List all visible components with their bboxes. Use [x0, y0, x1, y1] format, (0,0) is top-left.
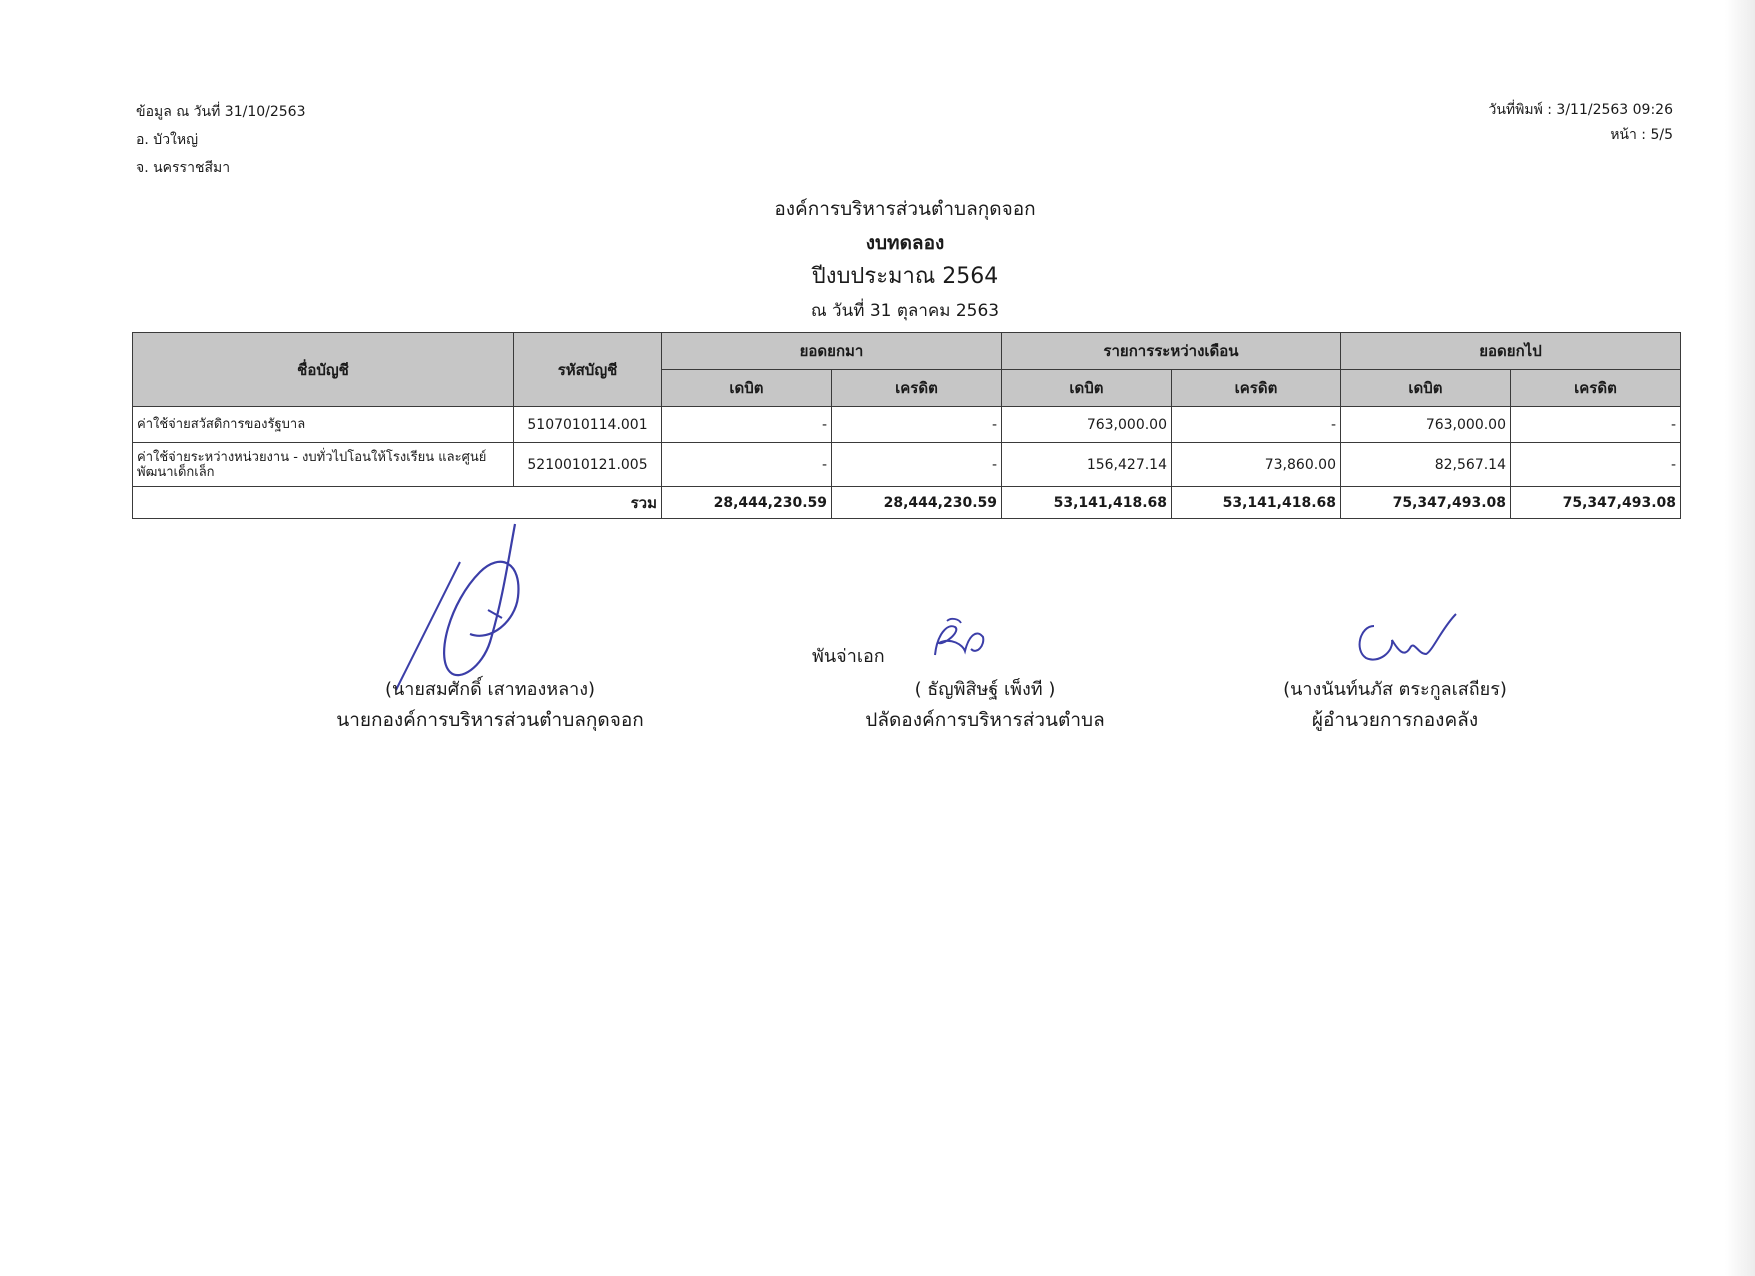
m-debit: 763,000.00 [1002, 407, 1172, 443]
fiscal-year: ปีงบประมาณ 2564 [811, 264, 999, 289]
signer-name: (นางนันท์นภัส ตระกูลเสถียร) [1283, 679, 1507, 700]
col-brought-forward: ยอดยกมา [662, 333, 1002, 370]
signer-name: (นายสมศักดิ์ เสาทองหลาง) [384, 679, 596, 700]
cf-debit: 82,567.14 [1341, 443, 1511, 487]
header-left [136, 98, 305, 182]
bf-debit: - [662, 407, 832, 443]
signer-position: ปลัดองค์การบริหารส่วนตำบล [865, 709, 1105, 731]
bf-credit: - [832, 443, 1002, 487]
total-cf-debit: 75,347,493.08 [1341, 487, 1511, 519]
signature-block-right [1195, 675, 1595, 735]
cf-credit: - [1511, 443, 1681, 487]
report-titles [0, 192, 1755, 328]
col-cf-credit: เครดิต [1511, 370, 1681, 407]
org-title: องค์การบริหารส่วนตำบลกุดจอก [774, 198, 1036, 220]
total-bf-debit: 28,444,230.59 [662, 487, 832, 519]
signature-block-middle [785, 675, 1185, 735]
m-credit: - [1172, 407, 1341, 443]
signature-scribble-left [390, 522, 530, 692]
account-name: ค่าใช้จ่ายสวัสดิการของรัฐบาล [133, 407, 514, 443]
total-m-credit: 53,141,418.68 [1172, 487, 1341, 519]
account-name: ค่าใช้จ่ายระหว่างหน่วยงาน - งบทั่วไปโอนให้โรงเรียน และศูนย์พัฒนาเด็กเล็ก [133, 443, 514, 487]
print-date: วันที่พิมพ์ : 3/11/2563 09:26 [1488, 102, 1673, 118]
header-right [1488, 98, 1673, 148]
col-m-debit: เดบิต [1002, 370, 1172, 407]
signature-scribble-right [1352, 610, 1462, 665]
cf-debit: 763,000.00 [1341, 407, 1511, 443]
total-m-debit: 53,141,418.68 [1002, 487, 1172, 519]
col-account-code: รหัสบัญชี [514, 333, 662, 407]
account-code: 5210010121.005 [514, 443, 662, 487]
signer-position: นายกองค์การบริหารส่วนตำบลกุดจอก [336, 709, 644, 731]
m-credit: 73,860.00 [1172, 443, 1341, 487]
m-debit: 156,427.14 [1002, 443, 1172, 487]
signature-scribble-middle [925, 615, 995, 665]
col-during-month: รายการระหว่างเดือน [1002, 333, 1341, 370]
col-account-name: ชื่อบัญชี [133, 333, 514, 407]
signer-rank: พันจ่าเอก [812, 646, 885, 667]
bf-credit: - [832, 407, 1002, 443]
col-carried-forward: ยอดยกไป [1341, 333, 1681, 370]
cf-credit: - [1511, 407, 1681, 443]
trial-balance-table [132, 332, 1681, 519]
total-cf-credit: 75,347,493.08 [1511, 487, 1681, 519]
page-number: หน้า : 5/5 [1610, 127, 1673, 143]
bf-debit: - [662, 443, 832, 487]
signer-position: ผู้อำนวยการกองคลัง [1311, 709, 1479, 731]
total-label: รวม [133, 487, 662, 519]
col-bf-debit: เดบิต [662, 370, 832, 407]
signer-name: ( ธัญพิสิษฐ์ เพ็งที ) [914, 679, 1056, 700]
total-bf-credit: 28,444,230.59 [832, 487, 1002, 519]
report-title: งบทดลอง [865, 232, 945, 254]
province: จ. นครราชสีมา [136, 160, 231, 176]
total-row [133, 487, 1681, 519]
table-row [133, 407, 1681, 443]
district: อ. บัวใหญ่ [136, 132, 199, 148]
as-of-date: ณ วันที่ 31 ตุลาคม 2563 [810, 301, 1000, 321]
data-date: ข้อมูล ณ วันที่ 31/10/2563 [136, 104, 306, 120]
table-row [133, 443, 1681, 487]
col-cf-debit: เดบิต [1341, 370, 1511, 407]
col-bf-credit: เครดิต [832, 370, 1002, 407]
col-m-credit: เครดิต [1172, 370, 1341, 407]
account-code: 5107010114.001 [514, 407, 662, 443]
header-row-1 [133, 333, 1681, 370]
signature-block-left [290, 675, 690, 735]
